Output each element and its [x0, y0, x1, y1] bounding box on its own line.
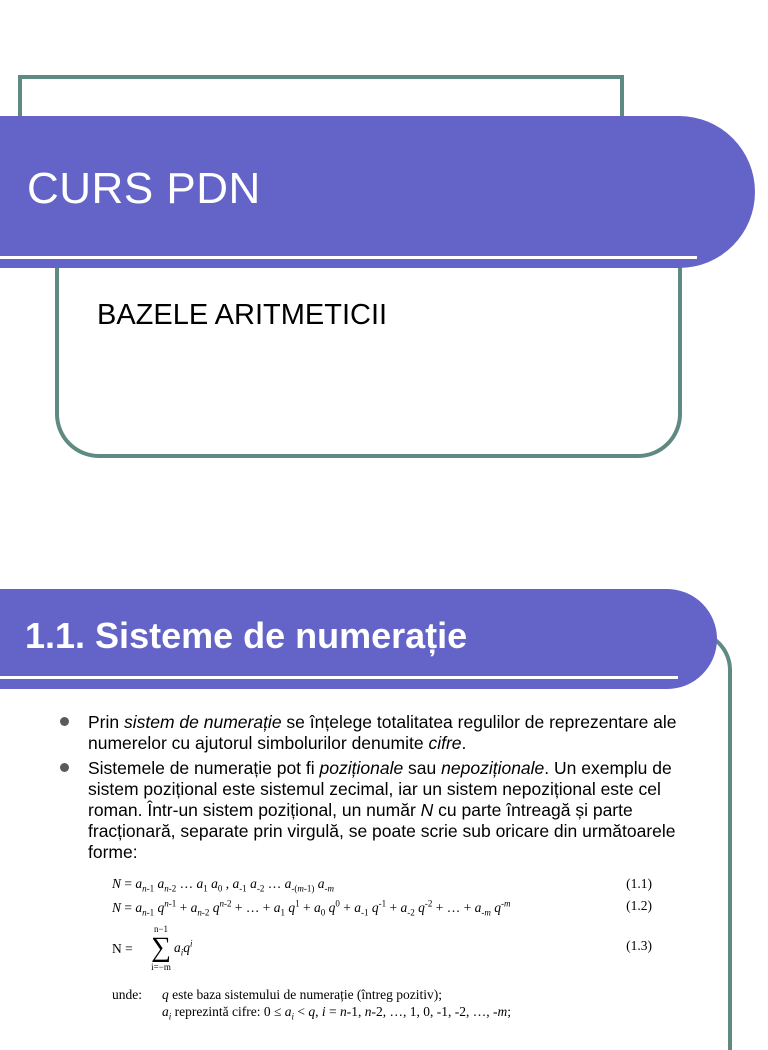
bullet-dot-icon: [60, 763, 69, 772]
sum-formula: [112, 924, 652, 978]
bullet-text-run: se înțelege totalitatea regulilor de reprezentare ale numerelor cu ajutorul simbolurilor denumite: [88, 712, 677, 753]
bullet-text-run: nepoziționale: [441, 758, 545, 778]
sum-term: $a_iq^i$: [174, 938, 193, 958]
formula-expression: $N = a_{n-1}$ $q^{n-1} + a_{n-2}$ $q^{n-2}$ + … + $a_1$ $q^1 + a_0$ $q^0 + a_{-1}$ $q^{-1} + a_{-2}$ $q^{-2}$ + … + $a_{-m}$ $q^{-m}$: [112, 898, 511, 918]
formula-block: [112, 876, 652, 978]
banner-divider-line: [0, 256, 697, 259]
equation-number: (1.2): [626, 898, 652, 913]
bullet-text-run: cu parte întreagă și parte fracționară, separate prin virgulă, se poate scrie sub oricare din următoarele forme:: [88, 800, 676, 862]
sum-lhs: N =: [112, 941, 133, 956]
bullet-text-run: N: [420, 800, 434, 820]
formula-row: [112, 876, 652, 898]
bullet-text-run: Sistemele de numerație pot fi: [88, 758, 320, 778]
sum-upper-limit: n−1: [153, 924, 169, 934]
bullet-text-run: cifre: [428, 733, 462, 753]
bullet-text-run: sau: [403, 758, 442, 778]
bullet-text-run: .: [461, 733, 467, 753]
sigma-icon: ∑: [151, 932, 171, 963]
slide-title-text: CURS PDN: [27, 164, 261, 213]
bullet-dot-icon: [60, 717, 69, 726]
where-clause: [112, 986, 511, 1026]
slide-subtitle-text: BAZELE ARITMETICII: [97, 299, 388, 331]
bullet-list: [56, 712, 716, 867]
bullet-text-run: sistem de numerație: [123, 712, 282, 732]
slide-title: [0, 0, 768, 520]
bullet-item: [56, 712, 716, 754]
slide-frame-bottom: [55, 245, 682, 458]
bullet-text-run: . Un exemplu de sistem pozițional este sistemul zecimal, iar un sistem nepozițional este cel roman. Într-un sistem pozițional, un număr: [88, 758, 672, 820]
banner-divider-line: [0, 676, 678, 679]
sum-lower-limit: i=−m: [151, 962, 171, 972]
where-line-1: q este baza sistemului de numerație (întreg pozitiv);: [162, 987, 443, 1002]
bullet-text-run: Prin: [88, 712, 124, 732]
equation-number: (1.1): [626, 876, 652, 891]
where-line-2: $a_i$ reprezintă cifre: $0 \le a_i < q$, i = n-1, n-2, …, 1, 0, -1, -2, …, -m;: [162, 1004, 512, 1022]
section-title: 1.1. Sisteme de numerație: [25, 615, 468, 656]
slide-numeration-systems: [0, 520, 768, 1024]
where-label: unde:: [112, 987, 142, 1002]
formula-row: [112, 898, 652, 920]
bullet-item: [56, 758, 716, 863]
sigma-symbol: [150, 924, 172, 972]
formula-expression: $N = a_{n-1}$ $a_{n-2}$ … $a_1$ $a_0$ , $a_{-1}$ $a_{-2}$ … $a_{-(m-1)}$ $a_{-m}$: [112, 876, 335, 894]
equation-number: (1.3): [626, 938, 652, 953]
bullet-text-run: poziționale: [319, 758, 404, 778]
